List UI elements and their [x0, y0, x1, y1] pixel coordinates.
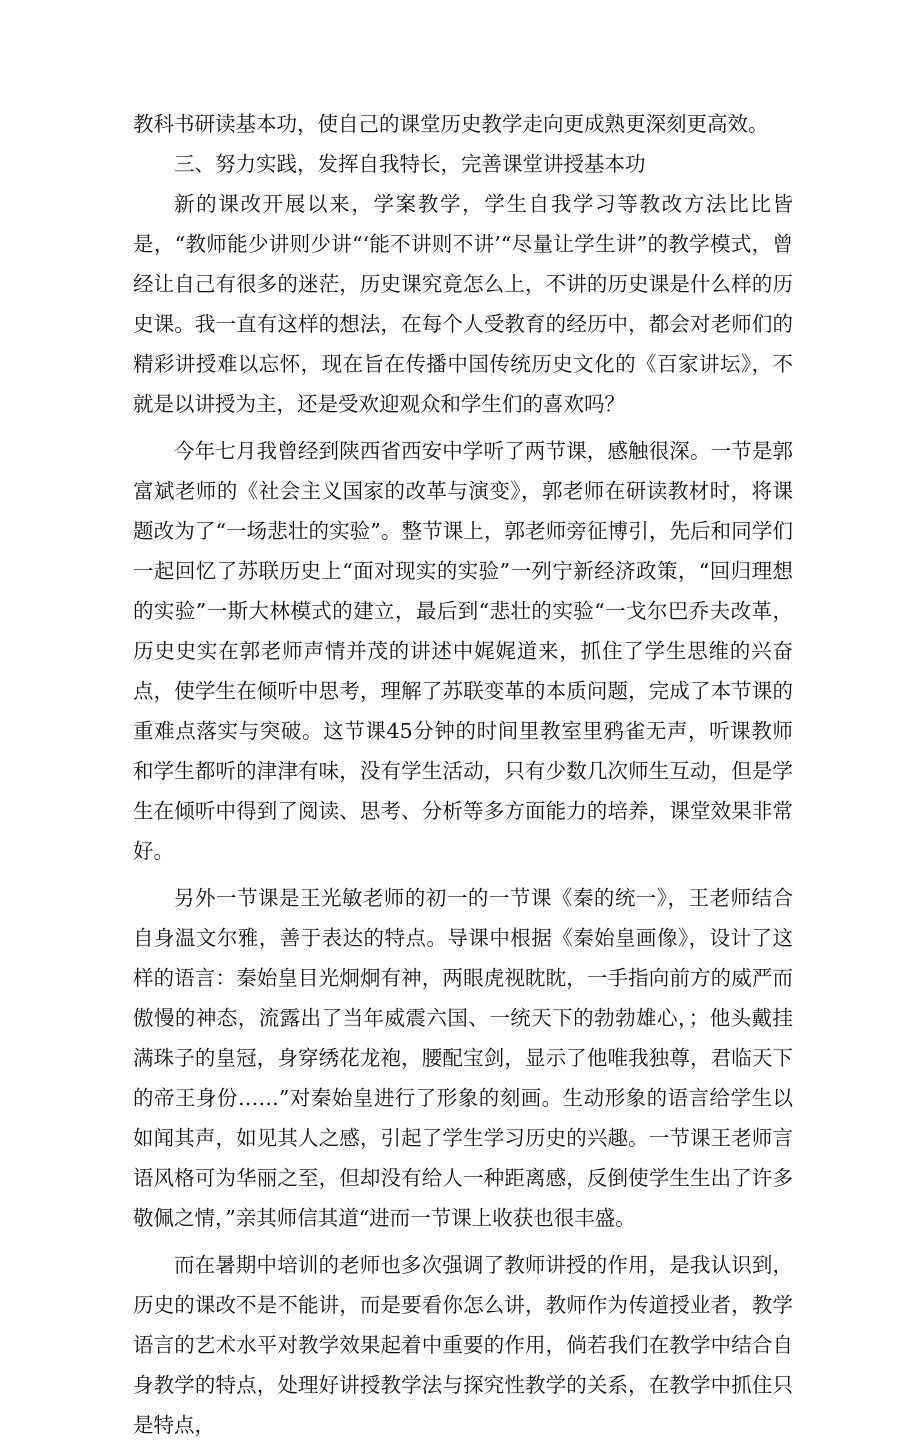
section-heading: 三、努力实践，发挥自我特长，完善课堂讲授基本功	[174, 152, 646, 176]
paragraph: 新的课改开展以来，学案教学，学生自我学习等教改方法比比皆是，“教师能少讲则少讲“‘能不讲则不讲’“尽量让学生讲”的教学模式，曾经让自己有很多的迷茫，历史课究竟怎么上，不讲的历史课是什么样的历史课。我一直有这样的想法，在每个人受教育的经历中，都会对老师们的精彩讲授难以忘怀，现在旨在传播中国传统历史文化的《百家讲坛》，不就是以讲授为主，还是受欢迎观众和学生们的喜欢吗？	[133, 192, 793, 416]
paragraph: 另外一节课是王光敏老师的初一的一节课《秦的统一》，王老师结合自身温文尔雅，善于表达的特点。导课中根据《秦始皇画像》，设计了这样的语言：秦始皇目光炯炯有神，两眼虎视眈眈，一手指向前方的威严而傲慢的神态，流露出了当年威震六国、一统天下的勃勃雄心，；他头戴挂满珠子的皇冠，身穿绣花龙袍，腰配宝剑，显示了他唯我独尊，君临天下的帝王身份……”对秦始皇进行了形象的刻画。生动形象的语言给学生以如闻其声，如见其人之感，引起了学生学习历史的兴趣。一节课王老师言语风格可为华丽之至，但却没有给人一种距离感，反倒使学生生出了许多敬佩之情，”亲其师信其道“进而一节课上收获也很丰盛。	[133, 886, 793, 1230]
paragraph: 而在暑期中培训的老师也多次强调了教师讲授的作用，是我认识到，历史的课改不是不能讲，而是要看你怎么讲，教师作为传道授业者，教学语言的艺术水平对教学效果起着中重要的作用，倘若我们在教学中结合自身教学的特点，处理好讲授教学法与探究性教学的关系，在教学中抓住只是特点，	[133, 1253, 793, 1437]
paragraph: 今年七月我曾经到陕西省西安中学听了两节课，感触很深。一节是郭富斌老师的《社会主义国家的改革与演变》，郭老师在研读教材时，将课题改为了“一场悲壮的实验”。整节课上，郭老师旁征博引，先后和同学们一起回忆了苏联历史上“面对现实的实验”一列宁新经济政策，“回归理想的实验”一斯大林模式的建立，最后到“悲壮的实验“一戈尔巴乔夫改革，历史史实在郭老师声情并茂的讲述中娓娓道来，抓住了学生思维的兴奋点，使学生在倾听中思考，理解了苏联变革的本质问题，完成了本节课的重难点落实与突破。这节课45分钟的时间里教室里鸦雀无声，听课教师和学生都听的津津有味，没有学生活动，只有少数几次师生互动，但是学生在倾听中得到了阅读、思考、分析等多方面能力的培养，课堂效果非常好。	[133, 439, 793, 863]
document-body	[133, 104, 793, 1445]
paragraph-continuation: 教科书研读基本功，使自己的课堂历史教学走向更成熟更深刻更高效。	[133, 112, 769, 136]
